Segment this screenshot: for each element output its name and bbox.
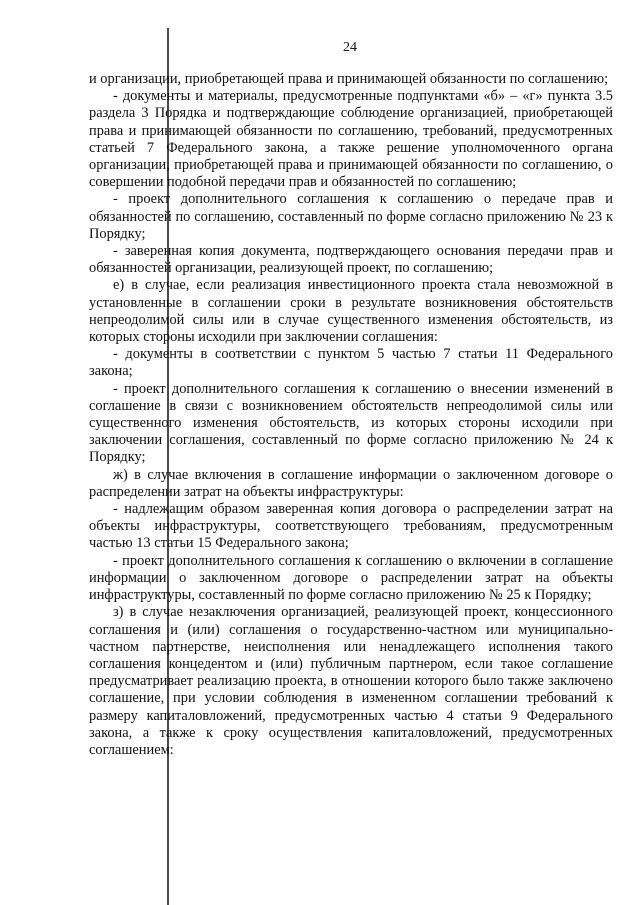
paragraph-8: ж) в случае включения в соглашение информации о заключенном договоре о распределении затрат на объекты инфраструктуры: bbox=[89, 466, 613, 500]
paragraph-5: е) в случае, если реализация инвестиционного проекта стала невозможной в установленные в соглашении сроки в результате возникновения обстоятельств непреодолимой силы или в случае существенного изменения обстоятельств, из которых стороны исходили при заключении соглашения: bbox=[89, 277, 613, 346]
document-body bbox=[89, 71, 613, 759]
paragraph-3: - проект дополнительного соглашения к соглашению о передаче прав и обязанностей по соглашению, составленный по форме согласно приложению № 23 к Порядку; bbox=[89, 191, 613, 242]
paragraph-6: - документы в соответствии с пунктом 5 частью 7 статьи 11 Федерального закона; bbox=[89, 346, 613, 380]
page-number: 24 bbox=[343, 40, 357, 55]
paragraph-10: - проект дополнительного соглашения к соглашению о включении в соглашение информации о заключенном договоре о распределении затрат на объекты инфраструктуры, составленный по форме согласно приложению № 25 к Порядку; bbox=[89, 552, 613, 604]
paragraph-1: и организации, приобретающей права и принимающей обязанности по соглашению; bbox=[89, 71, 609, 87]
paragraph-7: - проект дополнительного соглашения к соглашению о внесении изменений в соглашение в связи с возникновением обстоятельств непреодолимой силы или существенного изменения обстоятельств, из которых стороны исходили при заключении соглашения, составленный по форме согласно приложению № 24 к Порядку; bbox=[89, 380, 613, 466]
paragraph-2: - документы и материалы, предусмотренные подпунктами «б» – «г» пункта 3.5 раздела 3 Порядка и подтверждающие соблюдение организацией, приобретающей права и принимающей обязанности по соглашению, требований, предусмотренных статьей 7 Федерального закона, а также решение уполномоченного органа организации, приобретающей права и принимающей обязанности по соглашению, о совершении подобной передачи прав и обязанностей по соглашению; bbox=[89, 88, 613, 191]
paragraph-11: з) в случае незаключения организацией, реализующей проект, концессионного соглашения и (или) соглашения о государственно-частном или муниципально-частном партнерстве, неисполнения или ненадлежащего исполнения такого соглашения концедентом и (или) публичным партнером, если такое соглашение предусматривает реализацию проекта, в отношении которого было также заключено соглашение, при условии соблюдения в измененном соглашении требований к размеру капиталовложений, предусмотренных частью 4 статьи 9 Федерального закона, а также к сроку осуществления капиталовложений, предусмотренных соглашением: bbox=[89, 604, 613, 758]
paragraph-9: - надлежащим образом заверенная копия договора о распределении затрат на объекты инфраструктуры, соответствующего требованиям, предусмотренным частью 13 статьи 15 Федерального закона; bbox=[89, 501, 613, 552]
paragraph-4: - заверенная копия документа, подтверждающего основания передачи прав и обязанностей организации, реализующей проект, по соглашению; bbox=[89, 243, 613, 277]
